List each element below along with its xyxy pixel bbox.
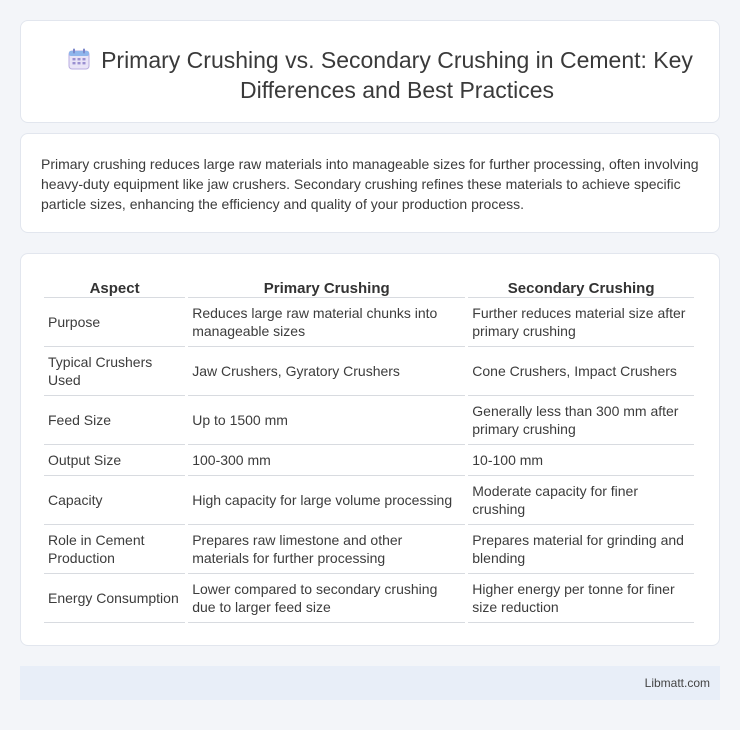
footer [20, 666, 720, 700]
intro-card [20, 133, 720, 233]
calendar-icon [67, 47, 91, 71]
table-cell: Prepares raw limestone and other materials for further processing [188, 525, 465, 574]
header-secondary: Secondary Crushing [468, 274, 694, 298]
table-cell: Up to 1500 mm [188, 396, 465, 445]
table-header-row [44, 274, 694, 298]
table-cell: Lower compared to secondary crushing due to larger feed size [188, 574, 465, 623]
comparison-table [41, 274, 697, 623]
table-cell: High capacity for large volume processing [188, 476, 465, 525]
table-cell: Cone Crushers, Impact Crushers [468, 347, 694, 396]
footer-site-link[interactable]: Libmatt.com [644, 676, 710, 690]
table-cell: Role in Cement Production [44, 525, 185, 574]
table-cell: Prepares material for grinding and blending [468, 525, 694, 574]
page-title: Primary Crushing vs. Secondary Crushing in Cement: Key Differences and Best Practices [101, 47, 693, 103]
table-cell: Jaw Crushers, Gyratory Crushers [188, 347, 465, 396]
table-cell: Capacity [44, 476, 185, 525]
table-row [44, 476, 694, 525]
intro-text: Primary crushing reduces large raw materials into manageable sizes for further processing, often involving heavy-duty equipment like jaw crushers. Secondary crushing refines these materials to achieve specific particle sizes, enhancing the efficiency and quality of your production process. [41, 156, 699, 212]
table-cell: 10-100 mm [468, 445, 694, 476]
table-cell: 100-300 mm [188, 445, 465, 476]
header-aspect: Aspect [44, 274, 185, 298]
table-row [44, 445, 694, 476]
table-row [44, 396, 694, 445]
comparison-card [20, 253, 720, 646]
header-card [20, 20, 720, 123]
header-primary: Primary Crushing [188, 274, 465, 298]
table-cell: Output Size [44, 445, 185, 476]
table-row [44, 525, 694, 574]
table-cell: Generally less than 300 mm after primary crushing [468, 396, 694, 445]
table-cell: Typical Crushers Used [44, 347, 185, 396]
table-cell: Higher energy per tonne for finer size reduction [468, 574, 694, 623]
table-cell: Reduces large raw material chunks into manageable sizes [188, 298, 465, 347]
table-row [44, 298, 694, 347]
table-cell: Further reduces material size after primary crushing [468, 298, 694, 347]
table-cell: Purpose [44, 298, 185, 347]
table-cell: Feed Size [44, 396, 185, 445]
table-row [44, 574, 694, 623]
table-cell: Moderate capacity for finer crushing [468, 476, 694, 525]
table-cell: Energy Consumption [44, 574, 185, 623]
table-row [44, 347, 694, 396]
